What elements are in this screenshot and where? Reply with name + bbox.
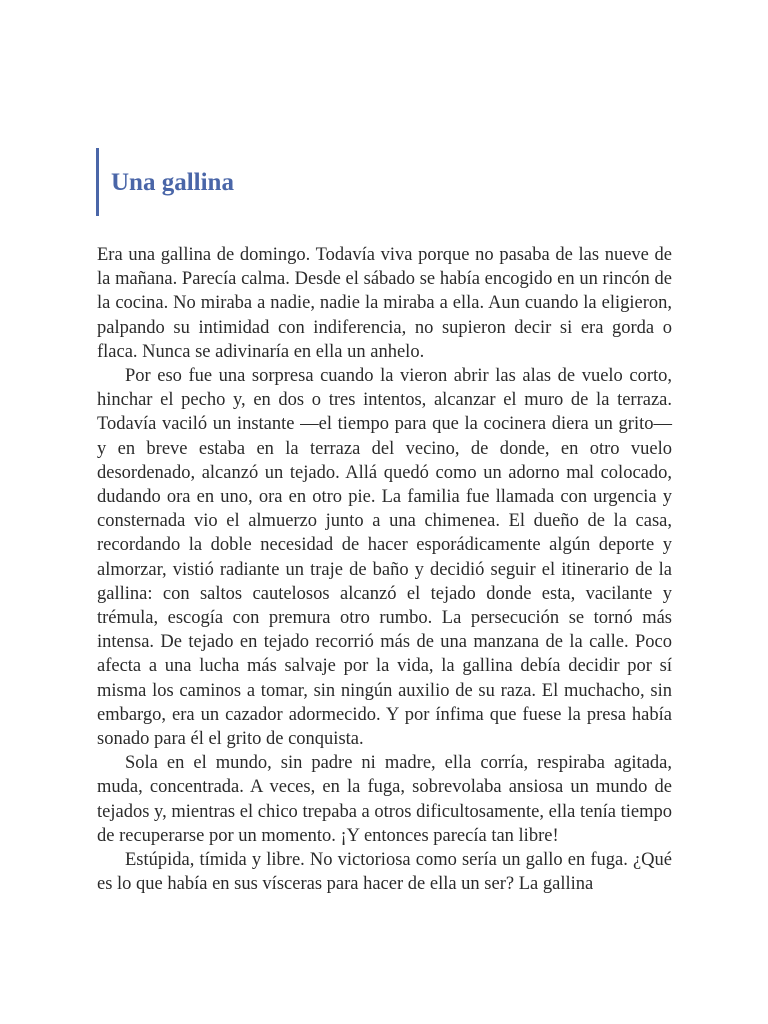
paragraph: Por eso fue una sorpresa cuando la vieron abrir las alas de vuelo corto, hinchar el pecho y, en dos o tres intentos, alcanzar el muro de la terraza. Todavía vaciló un instante —el tiempo para que la cocinera diera un grito— y en breve estaba en la terraza del vecino, de donde, en otro vuelo desordenado, alcanzó un tejado. Allá quedó como un adorno mal colocado, dudando ora en uno, ora en otro pie. La familia fue llamada con urgencia y consternada vio el almuerzo junto a una chimenea. El dueño de la casa, recordando la doble necesidad de hacer esporádicamente algún deporte y almorzar, vistió radiante un traje de baño y decidió seguir el itinerario de la gallina: con saltos cautelosos alcanzó el tejado donde esta, vacilante y trémula, escogía con premura otro rumbo. La persecución se tornó más intensa. De tejado en tejado recorrió más de una manzana de la calle. Poco afecta a una lucha más salvaje por la vida, la gallina debía decidir por sí misma los caminos a tomar, sin ningún auxilio de su raza. El muchacho, sin embargo, era un cazador adormecido. Y por ínfima que fuese la presa había sonado para él el grito de conquista. bbox=[97, 366, 672, 750]
chapter-heading bbox=[96, 148, 234, 216]
chapter-title: Una gallina bbox=[111, 168, 234, 196]
paragraph: Sola en el mundo, sin padre ni madre, ella corría, respiraba agitada, muda, concentrada. A veces, en la fuga, sobrevolaba ansiosa un mundo de tejados y, mientras el chico trepaba a otros dificultosamente, ella tenía tiempo de recuperarse por un momento. ¡Y entonces parecía tan libre! bbox=[97, 753, 672, 846]
body-text bbox=[97, 243, 672, 896]
paragraph: Estúpida, tímida y libre. No victoriosa como sería un gallo en fuga. ¿Qué es lo que había en sus vísceras para hacer de ella un ser? La gallina bbox=[97, 850, 672, 895]
paragraph: Era una gallina de domingo. Todavía viva porque no pasaba de las nueve de la mañana. Parecía calma. Desde el sábado se había encogido en un rincón de la cocina. No miraba a nadie, nadie la miraba a ella. Aun cuando la eligieron, palpando su intimidad con indiferencia, no supieron decir si era gorda o flaca. Nunca se adivinaría en ella un anhelo. bbox=[97, 245, 672, 362]
